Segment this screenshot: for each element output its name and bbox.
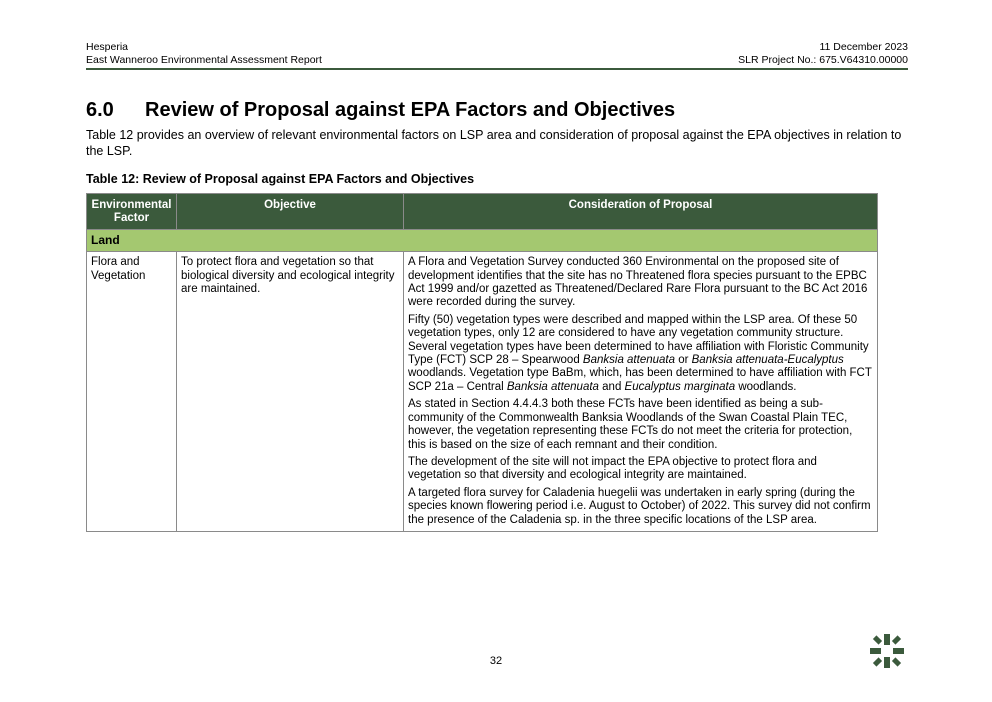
- section-number: 6.0: [86, 99, 114, 121]
- section-title: Review of Proposal against EPA Factors and Objectives: [145, 99, 676, 121]
- section-heading: [86, 99, 675, 122]
- table-section-row: [87, 229, 878, 251]
- slr-logo-icon: [870, 634, 904, 668]
- consideration-paragraph-3: As stated in Section 4.4.4.3 both these FCTs have been identified as being a sub-community of the Commonwealth Banksia Woodlands of the Swan Coastal Plain TEC, however, the vegetation representing these FCTs do not meet the criteria for protection, this is based on the size of each remnant and their condition.: [408, 398, 853, 451]
- header-project-number: SLR Project No.: 675.V64310.00000: [738, 54, 908, 66]
- species-name: Eucalyptus marginata: [624, 380, 736, 393]
- page-number: 32: [489, 655, 503, 667]
- text-run: or: [675, 354, 692, 367]
- header-org: Hesperia: [86, 41, 129, 53]
- section-label-land: Land: [87, 229, 878, 251]
- species-name: Banksia attenuata: [506, 380, 599, 393]
- text-run: woodlands.: [735, 380, 797, 393]
- table-row: [87, 252, 878, 532]
- header-environmental-factor: Environmental Factor: [87, 194, 177, 230]
- text-run: Fifty (50) vegetation types were described and mapped within the LSP area. Of these 50 vegetation types, only 12 are considered to have any vegetation community structure. Several vegetation types have been determined to have affiliation with Floristic Community Type (FCT) SCP 28 – Spearwood: [408, 313, 869, 367]
- header-report-title: East Wanneroo Environmental Assessment Report: [86, 54, 322, 66]
- cell-consideration: [404, 252, 878, 532]
- text-run: and: [598, 380, 625, 393]
- table-header-row: [87, 194, 878, 230]
- text-run: woodlands. Vegetation type BaBm, which, has been determined to have affiliation with FCT SCP 21a – Central: [408, 367, 872, 393]
- consideration-paragraph-5: A targeted flora survey for Caladenia huegelii was undertaken in early spring (during the species known flowering period i.e. August to October) of 2022. This survey did not confirm the presence of the Caladenia sp. in the three specific locations of the LSP area.: [408, 486, 871, 526]
- page-header-right: [738, 41, 908, 67]
- header-consideration: Consideration of Proposal: [404, 194, 878, 230]
- table-caption: Table 12: Review of Proposal against EPA Factors and Objectives: [86, 172, 475, 186]
- page-header-left: [86, 41, 322, 67]
- header-divider: [86, 68, 908, 70]
- species-name: Banksia attenuata-Eucalyptus: [691, 354, 844, 367]
- cell-factor: Flora and Vegetation: [87, 252, 177, 532]
- section-intro: Table 12 provides an overview of relevant environmental factors on LSP area and consideration of proposal against the EPA objectives in relation to the LSP.: [86, 128, 902, 158]
- consideration-paragraph-4: The development of the site will not impact the EPA objective to protect flora and vegetation so that diversity and ecological integrity are maintained.: [408, 455, 817, 482]
- epa-factors-table: [86, 193, 878, 532]
- header-date: 11 December 2023: [819, 41, 908, 53]
- species-name: Banksia attenuata: [582, 354, 675, 367]
- consideration-paragraph-2: [408, 314, 873, 394]
- cell-objective: To protect flora and vegetation so that biological diversity and ecological integrity are maintained.: [177, 252, 404, 532]
- header-objective: Objective: [177, 194, 404, 230]
- consideration-paragraph-1: A Flora and Vegetation Survey conducted 360 Environmental on the proposed site of development identifies that the site has no Threatened flora species pursuant to the EPBC Act 1999 and/or gazetted as Threatened/Declared Rare Flora pursuant to the BC Act 2016 were recorded during the survey.: [408, 256, 868, 309]
